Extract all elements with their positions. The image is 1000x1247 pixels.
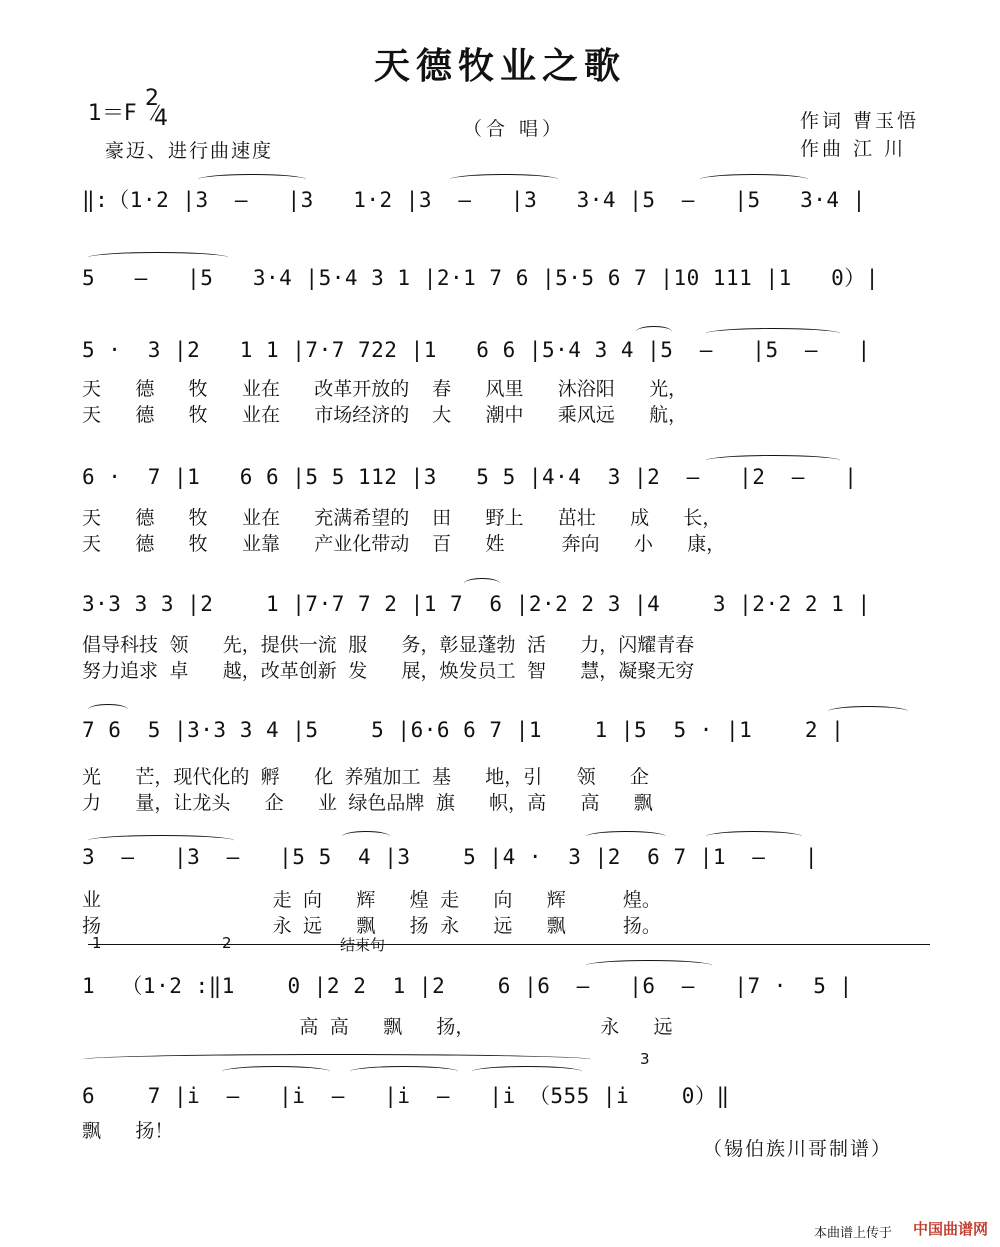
volta-1: 1 [92, 934, 102, 952]
notes-line-8: 1 （1·2 :‖1 0 |2 2 1 |2 6 |6 — |6 — |7 · 5 | [82, 974, 853, 998]
lyrics-line-8: 高 高 飘 扬， 永 远 [82, 1016, 673, 1038]
ending-label: 结束句 [340, 936, 386, 954]
lyrics-verse1-line-6: 光 芒，现代化的 孵 化 养殖加工 基 地，引 领 企 [82, 766, 649, 788]
notes-line-5: 3·3 3 3 |2 1 |7·7 7 2 |1 7 6 |2·2 2 3 |4 3 |2·2 2 1 | [82, 592, 871, 616]
lyricist-credit: 作词 曹玉悟 [800, 110, 920, 132]
notes-line-2: 5 — |5 3·4 |5·4 3 1 |2·1 7 6 |5·5 6 7 |10 111 |1 0）| [82, 266, 879, 290]
notes-line-7: 3 — |3 — |5 5 4 |3 5 |4 · 3 |2 6 7 |1 — | [82, 845, 819, 869]
triplet-marker: 3 [640, 1050, 650, 1068]
lyrics-verse2-line-4: 天 德 牧 业靠 产业化带动 百 姓 奔向 小 康， [82, 533, 726, 555]
lyrics-verse1-line-7: 业 走 向 辉 煌 走 向 辉 煌。 [82, 889, 661, 911]
lyrics-verse2-line-6: 力 量，让龙头 企 业 绿色品牌 旗 帜，高 高 飘 [82, 792, 653, 814]
notes-line-4: 6 · 7 |1 6 6 |5 5 112 |3 5 5 |4·4 3 |2 — |2 — | [82, 465, 858, 489]
notes-line-9: 6 7 |i — |i — |i — |i （555 |i 0）‖ [82, 1084, 730, 1108]
key-signature: 1＝F [88, 101, 137, 126]
lyrics-verse2-line-5: 努力追求 卓 越，改革创新 发 展，焕发员工 智 慧，凝聚无穷 [82, 660, 695, 682]
upload-notice: 本曲谱上传于 [813, 1226, 892, 1241]
notes-line-1: ‖:（1·2 |3 — |3 1·2 |3 — |3 3·4 |5 — |5 3·4 | [82, 188, 866, 212]
performance-type: （合 唱） [463, 118, 566, 140]
notes-line-3: 5 · 3 |2 1 1 |7·7 722 |1 6 6 |5·4 3 4 |5 — |5 — | [82, 338, 871, 362]
site-logo-text[interactable]: 中国曲谱网 [912, 1220, 988, 1238]
notes-line-6: 7 6 5 |3·3 3 4 |5 5 |6·6 6 7 |1 1 |5 5 · |1 2 | [82, 718, 845, 742]
volta-2: 2 [222, 934, 232, 952]
song-title: 天德牧业之歌 [373, 45, 626, 87]
lyrics-verse1-line-5: 倡导科技 领 先，提供一流 服 务，彰显蓬勃 活 力，闪耀青春 [82, 634, 695, 656]
time-signature-bottom: 4 [154, 106, 168, 131]
lyrics-verse1-line-4: 天 德 牧 业在 充满希望的 田 野上 茁壮 成 长， [82, 507, 722, 529]
lyrics-verse1-line-3: 天 德 牧 业在 改革开放的 春 风里 沐浴阳 光， [82, 378, 688, 400]
time-signature-top: 2 [145, 86, 159, 111]
composer-credit: 作曲 江 川 [800, 138, 907, 160]
tempo-marking: 豪迈、进行曲速度 [105, 140, 274, 162]
score-maker-credit: （锡伯族川哥制谱） [702, 1138, 892, 1160]
lyrics-verse2-line-3: 天 德 牧 业在 市场经济的 大 潮中 乘风远 航， [82, 404, 688, 426]
lyrics-verse2-line-7: 扬 永 远 飘 扬 永 远 飘 扬。 [82, 915, 661, 937]
lyrics-line-9: 飘 扬！ [82, 1120, 174, 1142]
